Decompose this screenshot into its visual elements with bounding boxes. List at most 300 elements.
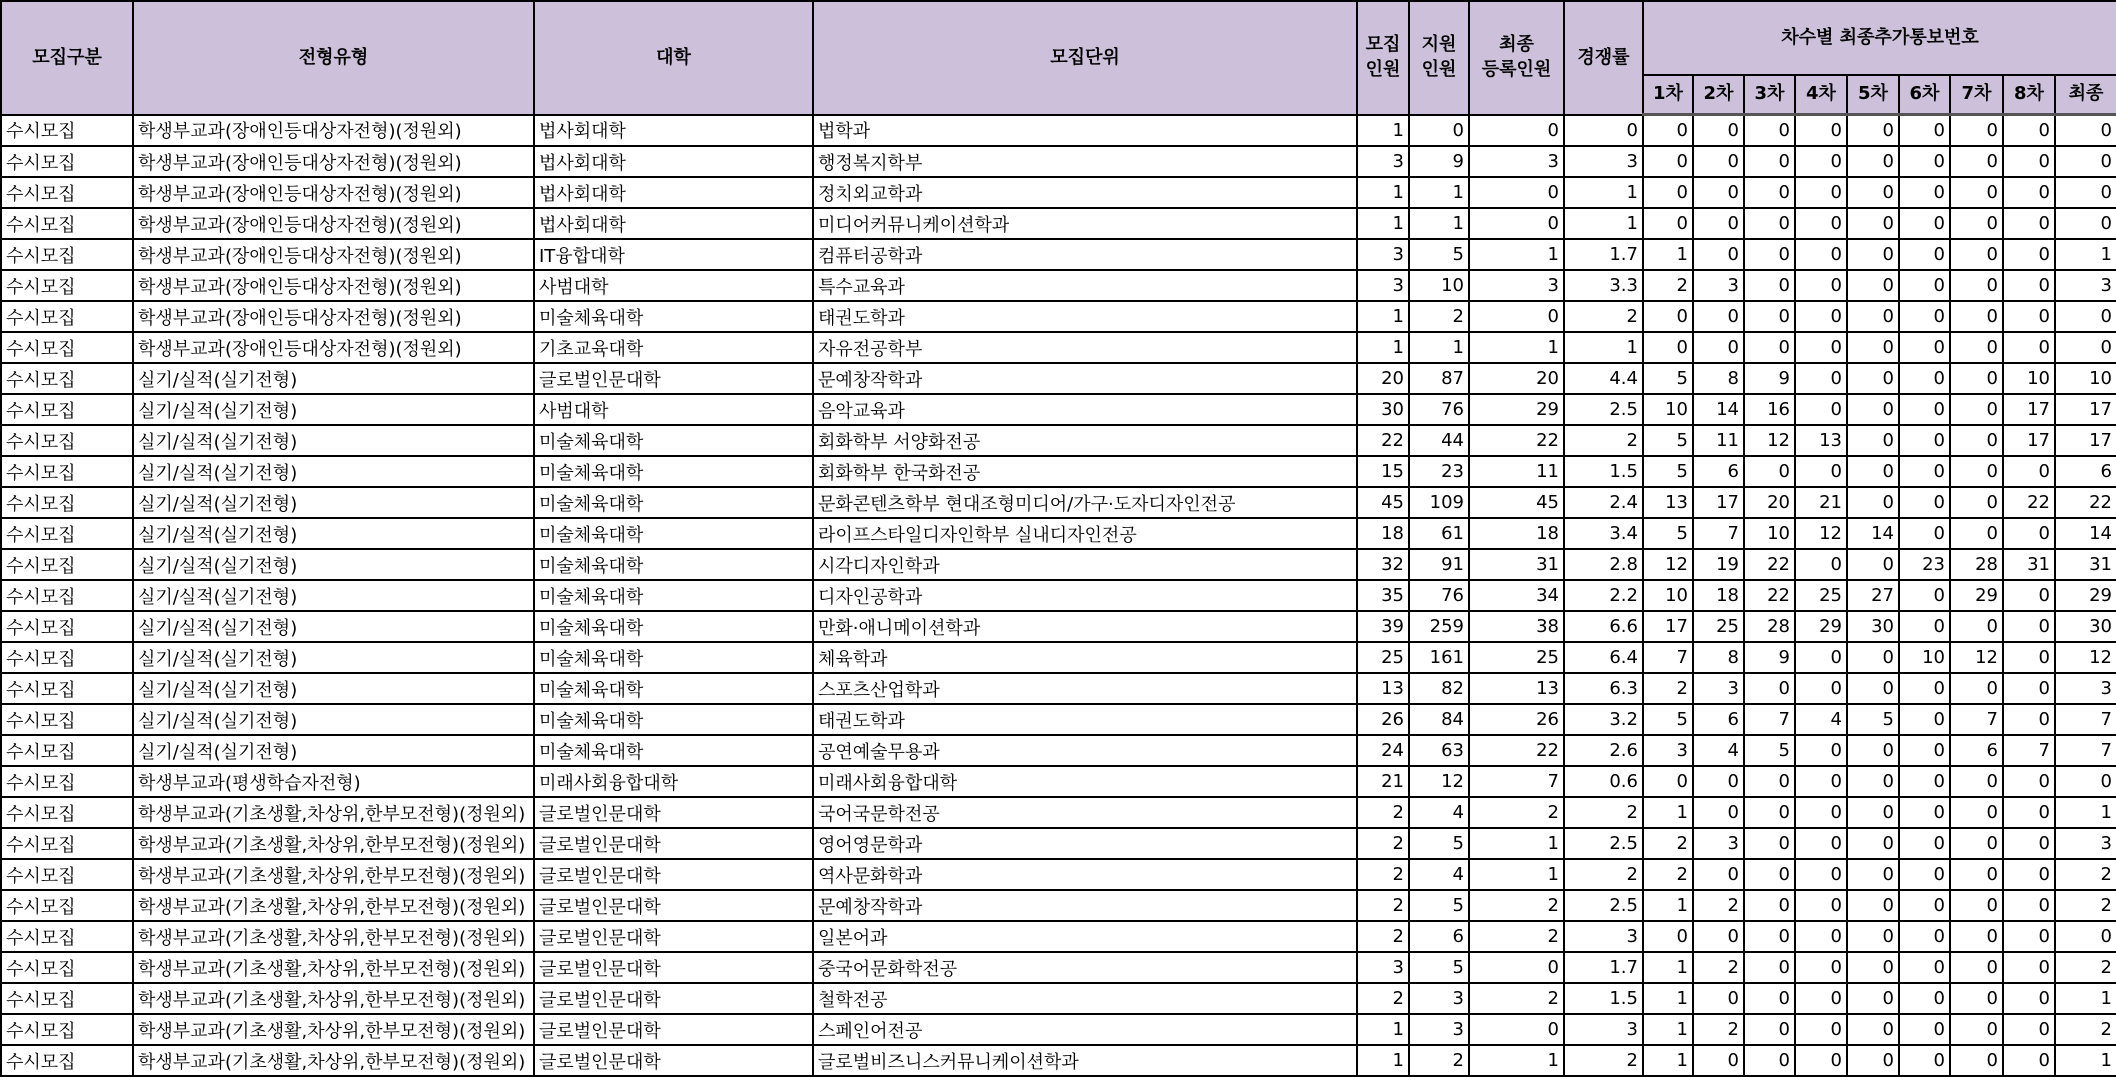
cell-applicants[interactable]: 87 — [1409, 363, 1469, 394]
cell-round-5[interactable]: 0 — [1847, 487, 1899, 518]
cell-admission-type[interactable]: 실기/실적(실기전형) — [133, 642, 534, 673]
cell-round-4[interactable]: 25 — [1795, 580, 1847, 611]
cell-round-8[interactable]: 0 — [2003, 952, 2055, 983]
cell-round-final[interactable]: 14 — [2055, 518, 2116, 549]
header-round-2[interactable]: 2차 — [1693, 75, 1744, 115]
cell-quota[interactable]: 1 — [1357, 1045, 1409, 1076]
cell-applicants[interactable]: 5 — [1409, 239, 1469, 270]
cell-college[interactable]: 미술체육대학 — [534, 518, 813, 549]
cell-round-1[interactable]: 1 — [1643, 797, 1693, 828]
cell-unit[interactable]: 회화학부 한국화전공 — [813, 456, 1357, 487]
cell-unit[interactable]: 정치외교학과 — [813, 177, 1357, 208]
cell-quota[interactable]: 20 — [1357, 363, 1409, 394]
cell-recruit-type[interactable]: 수시모집 — [1, 549, 133, 580]
cell-admission-type[interactable]: 실기/실적(실기전형) — [133, 673, 534, 704]
cell-round-8[interactable]: 0 — [2003, 673, 2055, 704]
cell-registered[interactable]: 13 — [1469, 673, 1564, 704]
cell-round-4[interactable]: 0 — [1795, 146, 1847, 177]
cell-round-7[interactable]: 29 — [1950, 580, 2003, 611]
cell-round-8[interactable]: 7 — [2003, 735, 2055, 766]
cell-quota[interactable]: 1 — [1357, 1014, 1409, 1045]
cell-round-6[interactable]: 0 — [1899, 611, 1950, 642]
cell-quota[interactable]: 21 — [1357, 766, 1409, 797]
cell-round-final[interactable]: 17 — [2055, 425, 2116, 456]
cell-round-final[interactable]: 7 — [2055, 704, 2116, 735]
cell-admission-type[interactable]: 학생부교과(기초생활,차상위,한부모전형)(정원외) — [133, 859, 534, 890]
cell-quota[interactable]: 32 — [1357, 549, 1409, 580]
cell-round-6[interactable]: 10 — [1899, 642, 1950, 673]
cell-round-4[interactable]: 13 — [1795, 425, 1847, 456]
cell-admission-type[interactable]: 학생부교과(기초생활,차상위,한부모전형)(정원외) — [133, 797, 534, 828]
cell-college[interactable]: 법사회대학 — [534, 146, 813, 177]
cell-round-4[interactable]: 0 — [1795, 363, 1847, 394]
cell-ratio[interactable]: 2.8 — [1564, 549, 1643, 580]
cell-college[interactable]: 글로벌인문대학 — [534, 363, 813, 394]
cell-round-5[interactable]: 0 — [1847, 177, 1899, 208]
cell-round-final[interactable]: 12 — [2055, 642, 2116, 673]
cell-round-2[interactable]: 6 — [1693, 704, 1744, 735]
cell-applicants[interactable]: 63 — [1409, 735, 1469, 766]
cell-applicants[interactable]: 1 — [1409, 177, 1469, 208]
cell-round-8[interactable]: 17 — [2003, 425, 2055, 456]
cell-round-6[interactable]: 0 — [1899, 115, 1950, 147]
cell-round-5[interactable]: 14 — [1847, 518, 1899, 549]
cell-unit[interactable]: 역사문화학과 — [813, 859, 1357, 890]
cell-round-3[interactable]: 0 — [1744, 828, 1795, 859]
cell-admission-type[interactable]: 실기/실적(실기전형) — [133, 518, 534, 549]
cell-round-4[interactable]: 0 — [1795, 239, 1847, 270]
cell-round-7[interactable]: 7 — [1950, 704, 2003, 735]
cell-round-4[interactable]: 0 — [1795, 177, 1847, 208]
cell-round-7[interactable]: 0 — [1950, 828, 2003, 859]
cell-round-5[interactable]: 0 — [1847, 921, 1899, 952]
cell-round-4[interactable]: 0 — [1795, 549, 1847, 580]
cell-round-4[interactable]: 21 — [1795, 487, 1847, 518]
cell-unit[interactable]: 만화·애니메이션학과 — [813, 611, 1357, 642]
cell-round-2[interactable]: 0 — [1693, 797, 1744, 828]
header-round-6[interactable]: 6차 — [1899, 75, 1950, 115]
cell-round-7[interactable]: 0 — [1950, 301, 2003, 332]
cell-round-4[interactable]: 0 — [1795, 332, 1847, 363]
cell-round-2[interactable]: 2 — [1693, 952, 1744, 983]
cell-unit[interactable]: 디자인공학과 — [813, 580, 1357, 611]
cell-recruit-type[interactable]: 수시모집 — [1, 642, 133, 673]
cell-round-8[interactable]: 0 — [2003, 270, 2055, 301]
cell-unit[interactable]: 태권도학과 — [813, 301, 1357, 332]
cell-college[interactable]: 미술체육대학 — [534, 301, 813, 332]
cell-applicants[interactable]: 4 — [1409, 797, 1469, 828]
cell-ratio[interactable]: 1 — [1564, 208, 1643, 239]
cell-ratio[interactable]: 1.7 — [1564, 952, 1643, 983]
cell-unit[interactable]: 중국어문화학전공 — [813, 952, 1357, 983]
cell-admission-type[interactable]: 실기/실적(실기전형) — [133, 704, 534, 735]
cell-round-7[interactable]: 0 — [1950, 208, 2003, 239]
cell-recruit-type[interactable]: 수시모집 — [1, 208, 133, 239]
cell-ratio[interactable]: 2 — [1564, 301, 1643, 332]
cell-registered[interactable]: 22 — [1469, 425, 1564, 456]
cell-round-1[interactable]: 0 — [1643, 301, 1693, 332]
cell-round-6[interactable]: 0 — [1899, 921, 1950, 952]
cell-registered[interactable]: 0 — [1469, 177, 1564, 208]
cell-round-6[interactable]: 0 — [1899, 828, 1950, 859]
cell-round-1[interactable]: 10 — [1643, 580, 1693, 611]
cell-unit[interactable]: 시각디자인학과 — [813, 549, 1357, 580]
cell-round-1[interactable]: 2 — [1643, 270, 1693, 301]
cell-college[interactable]: 글로벌인문대학 — [534, 952, 813, 983]
cell-round-4[interactable]: 0 — [1795, 208, 1847, 239]
cell-registered[interactable]: 3 — [1469, 270, 1564, 301]
header-applicants[interactable]: 지원 인원 — [1409, 1, 1469, 115]
cell-recruit-type[interactable]: 수시모집 — [1, 983, 133, 1014]
cell-round-6[interactable]: 0 — [1899, 797, 1950, 828]
cell-applicants[interactable]: 61 — [1409, 518, 1469, 549]
cell-round-2[interactable]: 0 — [1693, 146, 1744, 177]
cell-round-2[interactable]: 3 — [1693, 673, 1744, 704]
cell-recruit-type[interactable]: 수시모집 — [1, 270, 133, 301]
cell-applicants[interactable]: 76 — [1409, 580, 1469, 611]
cell-round-2[interactable]: 2 — [1693, 1014, 1744, 1045]
cell-recruit-type[interactable]: 수시모집 — [1, 952, 133, 983]
cell-round-1[interactable]: 5 — [1643, 456, 1693, 487]
cell-admission-type[interactable]: 학생부교과(기초생활,차상위,한부모전형)(정원외) — [133, 1045, 534, 1076]
cell-round-final[interactable]: 0 — [2055, 332, 2116, 363]
cell-ratio[interactable]: 1.5 — [1564, 983, 1643, 1014]
cell-round-final[interactable]: 22 — [2055, 487, 2116, 518]
cell-registered[interactable]: 26 — [1469, 704, 1564, 735]
cell-round-4[interactable]: 29 — [1795, 611, 1847, 642]
cell-round-7[interactable]: 0 — [1950, 270, 2003, 301]
cell-unit[interactable]: 문예창작학과 — [813, 890, 1357, 921]
cell-round-5[interactable]: 0 — [1847, 332, 1899, 363]
cell-recruit-type[interactable]: 수시모집 — [1, 177, 133, 208]
cell-college[interactable]: 글로벌인문대학 — [534, 921, 813, 952]
cell-ratio[interactable]: 6.4 — [1564, 642, 1643, 673]
header-round-5[interactable]: 5차 — [1847, 75, 1899, 115]
cell-unit[interactable]: 컴퓨터공학과 — [813, 239, 1357, 270]
cell-admission-type[interactable]: 실기/실적(실기전형) — [133, 363, 534, 394]
cell-admission-type[interactable]: 학생부교과(기초생활,차상위,한부모전형)(정원외) — [133, 890, 534, 921]
cell-round-1[interactable]: 5 — [1643, 363, 1693, 394]
cell-round-2[interactable]: 0 — [1693, 1045, 1744, 1076]
cell-registered[interactable]: 2 — [1469, 797, 1564, 828]
cell-round-1[interactable]: 0 — [1643, 146, 1693, 177]
cell-recruit-type[interactable]: 수시모집 — [1, 828, 133, 859]
cell-round-5[interactable]: 0 — [1847, 797, 1899, 828]
cell-round-2[interactable]: 18 — [1693, 580, 1744, 611]
cell-registered[interactable]: 2 — [1469, 921, 1564, 952]
cell-round-1[interactable]: 0 — [1643, 115, 1693, 147]
cell-recruit-type[interactable]: 수시모집 — [1, 239, 133, 270]
cell-round-7[interactable]: 0 — [1950, 673, 2003, 704]
cell-round-5[interactable]: 0 — [1847, 301, 1899, 332]
cell-round-6[interactable]: 0 — [1899, 301, 1950, 332]
cell-recruit-type[interactable]: 수시모집 — [1, 394, 133, 425]
cell-round-8[interactable]: 0 — [2003, 797, 2055, 828]
cell-quota[interactable]: 3 — [1357, 952, 1409, 983]
cell-recruit-type[interactable]: 수시모집 — [1, 363, 133, 394]
cell-ratio[interactable]: 2.4 — [1564, 487, 1643, 518]
cell-registered[interactable]: 1 — [1469, 828, 1564, 859]
cell-round-5[interactable]: 0 — [1847, 1014, 1899, 1045]
cell-quota[interactable]: 2 — [1357, 797, 1409, 828]
cell-ratio[interactable]: 3 — [1564, 1014, 1643, 1045]
cell-round-6[interactable]: 0 — [1899, 363, 1950, 394]
cell-ratio[interactable]: 2.6 — [1564, 735, 1643, 766]
cell-quota[interactable]: 3 — [1357, 239, 1409, 270]
cell-registered[interactable]: 29 — [1469, 394, 1564, 425]
cell-round-6[interactable]: 0 — [1899, 704, 1950, 735]
cell-round-7[interactable]: 0 — [1950, 952, 2003, 983]
cell-college[interactable]: 미술체육대학 — [534, 549, 813, 580]
cell-round-8[interactable]: 0 — [2003, 766, 2055, 797]
cell-round-3[interactable]: 12 — [1744, 425, 1795, 456]
cell-round-8[interactable]: 0 — [2003, 983, 2055, 1014]
cell-unit[interactable]: 국어국문학전공 — [813, 797, 1357, 828]
cell-round-4[interactable]: 4 — [1795, 704, 1847, 735]
cell-admission-type[interactable]: 실기/실적(실기전형) — [133, 487, 534, 518]
cell-unit[interactable]: 라이프스타일디자인학부 실내디자인전공 — [813, 518, 1357, 549]
cell-round-1[interactable]: 0 — [1643, 177, 1693, 208]
cell-round-final[interactable]: 6 — [2055, 456, 2116, 487]
cell-ratio[interactable]: 3.2 — [1564, 704, 1643, 735]
cell-round-7[interactable]: 0 — [1950, 394, 2003, 425]
cell-round-7[interactable]: 0 — [1950, 239, 2003, 270]
cell-ratio[interactable]: 1.7 — [1564, 239, 1643, 270]
cell-quota[interactable]: 35 — [1357, 580, 1409, 611]
cell-round-4[interactable]: 0 — [1795, 859, 1847, 890]
cell-round-2[interactable]: 11 — [1693, 425, 1744, 456]
cell-recruit-type[interactable]: 수시모집 — [1, 146, 133, 177]
cell-college[interactable]: 법사회대학 — [534, 177, 813, 208]
cell-round-5[interactable]: 0 — [1847, 1045, 1899, 1076]
cell-round-final[interactable]: 3 — [2055, 270, 2116, 301]
cell-recruit-type[interactable]: 수시모집 — [1, 301, 133, 332]
cell-round-5[interactable]: 0 — [1847, 115, 1899, 147]
cell-ratio[interactable]: 6.6 — [1564, 611, 1643, 642]
cell-round-final[interactable]: 0 — [2055, 177, 2116, 208]
cell-round-8[interactable]: 0 — [2003, 828, 2055, 859]
cell-round-6[interactable]: 0 — [1899, 735, 1950, 766]
cell-registered[interactable]: 0 — [1469, 301, 1564, 332]
cell-unit[interactable]: 특수교육과 — [813, 270, 1357, 301]
cell-round-2[interactable]: 8 — [1693, 642, 1744, 673]
cell-round-8[interactable]: 0 — [2003, 456, 2055, 487]
cell-admission-type[interactable]: 학생부교과(평생학습자전형) — [133, 766, 534, 797]
cell-round-8[interactable]: 0 — [2003, 1014, 2055, 1045]
cell-round-4[interactable]: 0 — [1795, 1045, 1847, 1076]
cell-round-6[interactable]: 0 — [1899, 1014, 1950, 1045]
cell-round-1[interactable]: 12 — [1643, 549, 1693, 580]
cell-recruit-type[interactable]: 수시모집 — [1, 580, 133, 611]
cell-quota[interactable]: 2 — [1357, 983, 1409, 1014]
cell-round-8[interactable]: 10 — [2003, 363, 2055, 394]
cell-round-7[interactable]: 0 — [1950, 487, 2003, 518]
cell-round-2[interactable]: 3 — [1693, 270, 1744, 301]
cell-round-2[interactable]: 25 — [1693, 611, 1744, 642]
cell-quota[interactable]: 2 — [1357, 890, 1409, 921]
cell-registered[interactable]: 0 — [1469, 952, 1564, 983]
cell-admission-type[interactable]: 실기/실적(실기전형) — [133, 425, 534, 456]
cell-round-7[interactable]: 0 — [1950, 146, 2003, 177]
cell-college[interactable]: 미술체육대학 — [534, 456, 813, 487]
cell-ratio[interactable]: 2.5 — [1564, 890, 1643, 921]
cell-round-6[interactable]: 0 — [1899, 270, 1950, 301]
cell-round-6[interactable]: 0 — [1899, 1045, 1950, 1076]
cell-round-2[interactable]: 0 — [1693, 208, 1744, 239]
cell-college[interactable]: 글로벌인문대학 — [534, 1045, 813, 1076]
cell-round-final[interactable]: 2 — [2055, 1014, 2116, 1045]
cell-round-4[interactable]: 0 — [1795, 456, 1847, 487]
cell-round-1[interactable]: 13 — [1643, 487, 1693, 518]
cell-round-6[interactable]: 0 — [1899, 394, 1950, 425]
cell-round-7[interactable]: 0 — [1950, 766, 2003, 797]
cell-round-7[interactable]: 0 — [1950, 859, 2003, 890]
cell-round-1[interactable]: 3 — [1643, 735, 1693, 766]
cell-round-6[interactable]: 0 — [1899, 456, 1950, 487]
cell-round-final[interactable]: 0 — [2055, 115, 2116, 147]
cell-round-5[interactable]: 0 — [1847, 890, 1899, 921]
cell-round-3[interactable]: 0 — [1744, 983, 1795, 1014]
cell-recruit-type[interactable]: 수시모집 — [1, 115, 133, 147]
cell-round-8[interactable]: 17 — [2003, 394, 2055, 425]
cell-round-4[interactable]: 0 — [1795, 394, 1847, 425]
cell-round-7[interactable]: 0 — [1950, 890, 2003, 921]
cell-registered[interactable]: 34 — [1469, 580, 1564, 611]
cell-round-2[interactable]: 0 — [1693, 301, 1744, 332]
cell-round-1[interactable]: 0 — [1643, 921, 1693, 952]
cell-unit[interactable]: 글로벌비즈니스커뮤니케이션학과 — [813, 1045, 1357, 1076]
cell-college[interactable]: 글로벌인문대학 — [534, 828, 813, 859]
cell-round-6[interactable]: 0 — [1899, 952, 1950, 983]
cell-round-3[interactable]: 22 — [1744, 580, 1795, 611]
cell-round-8[interactable]: 0 — [2003, 332, 2055, 363]
cell-round-4[interactable]: 0 — [1795, 301, 1847, 332]
cell-round-8[interactable]: 0 — [2003, 208, 2055, 239]
cell-ratio[interactable]: 2 — [1564, 797, 1643, 828]
cell-applicants[interactable]: 2 — [1409, 301, 1469, 332]
cell-round-3[interactable]: 0 — [1744, 890, 1795, 921]
cell-round-1[interactable]: 1 — [1643, 1045, 1693, 1076]
cell-round-3[interactable]: 0 — [1744, 146, 1795, 177]
cell-registered[interactable]: 25 — [1469, 642, 1564, 673]
cell-round-final[interactable]: 3 — [2055, 828, 2116, 859]
cell-applicants[interactable]: 1 — [1409, 208, 1469, 239]
cell-round-5[interactable]: 0 — [1847, 983, 1899, 1014]
header-round-1[interactable]: 1차 — [1643, 75, 1693, 115]
cell-round-final[interactable]: 0 — [2055, 921, 2116, 952]
cell-admission-type[interactable]: 실기/실적(실기전형) — [133, 456, 534, 487]
cell-college[interactable]: 미술체육대학 — [534, 642, 813, 673]
cell-quota[interactable]: 15 — [1357, 456, 1409, 487]
cell-recruit-type[interactable]: 수시모집 — [1, 611, 133, 642]
cell-recruit-type[interactable]: 수시모집 — [1, 797, 133, 828]
header-unit[interactable]: 모집단위 — [813, 1, 1357, 115]
cell-ratio[interactable]: 2 — [1564, 859, 1643, 890]
cell-round-7[interactable]: 0 — [1950, 797, 2003, 828]
cell-applicants[interactable]: 10 — [1409, 270, 1469, 301]
cell-quota[interactable]: 13 — [1357, 673, 1409, 704]
cell-round-7[interactable]: 0 — [1950, 518, 2003, 549]
cell-registered[interactable]: 0 — [1469, 1014, 1564, 1045]
cell-round-3[interactable]: 9 — [1744, 642, 1795, 673]
cell-round-3[interactable]: 0 — [1744, 239, 1795, 270]
cell-round-6[interactable]: 0 — [1899, 518, 1950, 549]
cell-round-7[interactable]: 0 — [1950, 611, 2003, 642]
cell-quota[interactable]: 1 — [1357, 301, 1409, 332]
cell-applicants[interactable]: 0 — [1409, 115, 1469, 147]
cell-round-2[interactable]: 0 — [1693, 239, 1744, 270]
cell-round-2[interactable]: 2 — [1693, 890, 1744, 921]
cell-round-5[interactable]: 0 — [1847, 146, 1899, 177]
cell-round-final[interactable]: 30 — [2055, 611, 2116, 642]
cell-round-2[interactable]: 0 — [1693, 332, 1744, 363]
cell-college[interactable]: 법사회대학 — [534, 208, 813, 239]
cell-round-8[interactable]: 0 — [2003, 642, 2055, 673]
cell-admission-type[interactable]: 실기/실적(실기전형) — [133, 394, 534, 425]
cell-college[interactable]: 미술체육대학 — [534, 580, 813, 611]
cell-applicants[interactable]: 3 — [1409, 1014, 1469, 1045]
cell-quota[interactable]: 3 — [1357, 146, 1409, 177]
cell-round-7[interactable]: 0 — [1950, 1045, 2003, 1076]
cell-recruit-type[interactable]: 수시모집 — [1, 1045, 133, 1076]
cell-unit[interactable]: 회화학부 서양화전공 — [813, 425, 1357, 456]
cell-round-3[interactable]: 0 — [1744, 952, 1795, 983]
cell-round-4[interactable]: 0 — [1795, 890, 1847, 921]
cell-ratio[interactable]: 0.6 — [1564, 766, 1643, 797]
cell-round-7[interactable]: 0 — [1950, 456, 2003, 487]
cell-round-7[interactable]: 0 — [1950, 921, 2003, 952]
cell-round-2[interactable]: 14 — [1693, 394, 1744, 425]
cell-ratio[interactable]: 0 — [1564, 115, 1643, 147]
cell-round-4[interactable]: 0 — [1795, 797, 1847, 828]
cell-unit[interactable]: 태권도학과 — [813, 704, 1357, 735]
cell-round-8[interactable]: 0 — [2003, 859, 2055, 890]
cell-applicants[interactable]: 2 — [1409, 1045, 1469, 1076]
cell-round-4[interactable]: 0 — [1795, 952, 1847, 983]
cell-round-6[interactable]: 0 — [1899, 890, 1950, 921]
cell-round-final[interactable]: 10 — [2055, 363, 2116, 394]
cell-registered[interactable]: 2 — [1469, 983, 1564, 1014]
cell-unit[interactable]: 행정복지학부 — [813, 146, 1357, 177]
cell-unit[interactable]: 문예창작학과 — [813, 363, 1357, 394]
cell-round-5[interactable]: 0 — [1847, 208, 1899, 239]
cell-round-final[interactable]: 31 — [2055, 549, 2116, 580]
cell-admission-type[interactable]: 학생부교과(기초생활,차상위,한부모전형)(정원외) — [133, 952, 534, 983]
cell-applicants[interactable]: 82 — [1409, 673, 1469, 704]
cell-round-1[interactable]: 1 — [1643, 952, 1693, 983]
cell-round-2[interactable]: 0 — [1693, 921, 1744, 952]
cell-registered[interactable]: 2 — [1469, 890, 1564, 921]
cell-round-final[interactable]: 1 — [2055, 983, 2116, 1014]
cell-round-7[interactable]: 0 — [1950, 425, 2003, 456]
cell-round-final[interactable]: 29 — [2055, 580, 2116, 611]
cell-college[interactable]: 미술체육대학 — [534, 704, 813, 735]
cell-round-4[interactable]: 0 — [1795, 673, 1847, 704]
cell-unit[interactable]: 미래사회융합대학 — [813, 766, 1357, 797]
cell-round-3[interactable]: 0 — [1744, 208, 1795, 239]
cell-ratio[interactable]: 6.3 — [1564, 673, 1643, 704]
cell-registered[interactable]: 1 — [1469, 859, 1564, 890]
cell-round-1[interactable]: 5 — [1643, 704, 1693, 735]
cell-applicants[interactable]: 259 — [1409, 611, 1469, 642]
cell-ratio[interactable]: 2 — [1564, 425, 1643, 456]
cell-round-8[interactable]: 0 — [2003, 115, 2055, 147]
cell-round-2[interactable]: 6 — [1693, 456, 1744, 487]
cell-college[interactable]: 글로벌인문대학 — [534, 1014, 813, 1045]
cell-quota[interactable]: 45 — [1357, 487, 1409, 518]
cell-admission-type[interactable]: 학생부교과(장애인등대상자전형)(정원외) — [133, 332, 534, 363]
header-round-4[interactable]: 4차 — [1795, 75, 1847, 115]
